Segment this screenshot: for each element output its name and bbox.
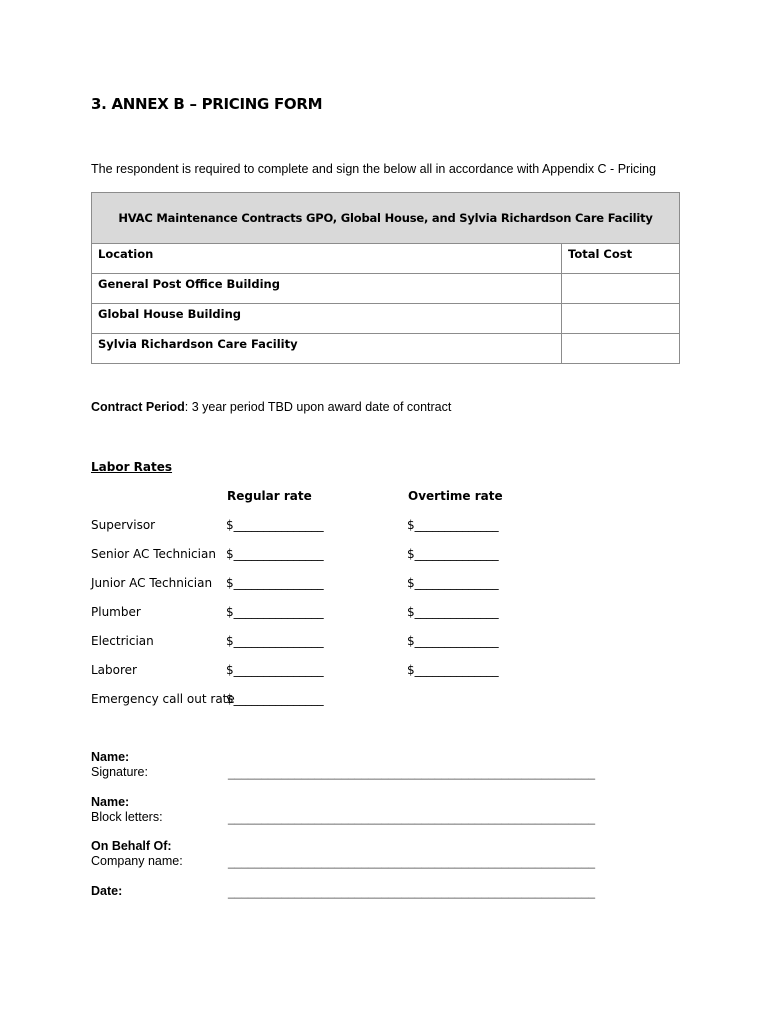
location-cell: Sylvia Richardson Care Facility: [92, 334, 562, 364]
regular-rate-field[interactable]: $_______________: [226, 547, 324, 561]
location-cell: General Post Office Building: [92, 274, 562, 304]
emergency-rate-label: Emergency call out rate: [91, 692, 235, 706]
column-header-overtime-rate: Overtime rate: [408, 489, 503, 503]
total-cost-cell[interactable]: [562, 334, 680, 364]
contract-period: [91, 400, 451, 414]
regular-rate-field[interactable]: $_______________: [226, 663, 324, 677]
date-label: [91, 884, 122, 899]
table-row: [92, 274, 680, 304]
pricing-table: [91, 192, 680, 364]
overtime-rate-field[interactable]: $______________: [407, 518, 499, 532]
pricing-table-header-row: [92, 244, 680, 274]
regular-rate-field[interactable]: $_______________: [226, 605, 324, 619]
pricing-table-title-row: [92, 193, 680, 244]
contract-period-text: : 3 year period TBD upon award date of contract: [184, 400, 452, 414]
contract-period-label: Contract Period: [91, 400, 185, 414]
page-title: 3. ANNEX B – PRICING FORM: [91, 95, 323, 113]
name-label: Name:: [91, 750, 130, 764]
labor-role: Senior AC Technician: [91, 547, 216, 561]
column-header-total-cost: Total Cost: [562, 244, 680, 274]
emergency-rate-field[interactable]: $_______________: [226, 692, 324, 706]
signature-label: [91, 750, 148, 780]
pricing-table-title: HVAC Maintenance Contracts GPO, Global House, and Sylvia Richardson Care Facility: [92, 193, 680, 244]
regular-rate-field[interactable]: $_______________: [226, 518, 324, 532]
overtime-rate-field[interactable]: $______________: [407, 663, 499, 677]
block-letters-label: [91, 795, 163, 825]
location-cell: Global House Building: [92, 304, 562, 334]
regular-rate-field[interactable]: $_______________: [226, 576, 324, 590]
overtime-rate-field[interactable]: $______________: [407, 576, 499, 590]
labor-role: Laborer: [91, 663, 137, 677]
labor-role: Electrician: [91, 634, 154, 648]
signature-sub-label: Signature:: [91, 765, 148, 779]
overtime-rate-field[interactable]: $______________: [407, 547, 499, 561]
block-letters-line[interactable]: _______________________________________________________: [228, 811, 596, 825]
total-cost-cell[interactable]: [562, 304, 680, 334]
date-line[interactable]: _______________________________________________________: [228, 885, 596, 899]
block-letters-sub-label: Block letters:: [91, 810, 163, 824]
company-name-sub-label: Company name:: [91, 854, 183, 868]
signature-line[interactable]: _______________________________________________________: [228, 766, 596, 780]
labor-role: Junior AC Technician: [91, 576, 213, 590]
column-header-location: Location: [92, 244, 562, 274]
table-row: [92, 334, 680, 364]
overtime-rate-field[interactable]: $______________: [407, 605, 499, 619]
total-cost-cell[interactable]: [562, 274, 680, 304]
date-label-text: Date:: [91, 884, 123, 898]
labor-rates-title: Labor Rates: [91, 460, 173, 474]
company-name-line[interactable]: _______________________________________________________: [228, 855, 596, 869]
on-behalf-label: [91, 839, 183, 869]
column-header-regular-rate: Regular rate: [227, 489, 312, 503]
intro-text: The respondent is required to complete and sign the below all in accordance with Appendix C - Pricing: [91, 162, 656, 176]
on-behalf-of-label: On Behalf Of:: [91, 839, 172, 853]
labor-role: Plumber: [91, 605, 141, 619]
labor-role: Supervisor: [91, 518, 156, 532]
regular-rate-field[interactable]: $_______________: [226, 634, 324, 648]
table-row: [92, 304, 680, 334]
name-label: Name:: [91, 795, 130, 809]
overtime-rate-field[interactable]: $______________: [407, 634, 499, 648]
